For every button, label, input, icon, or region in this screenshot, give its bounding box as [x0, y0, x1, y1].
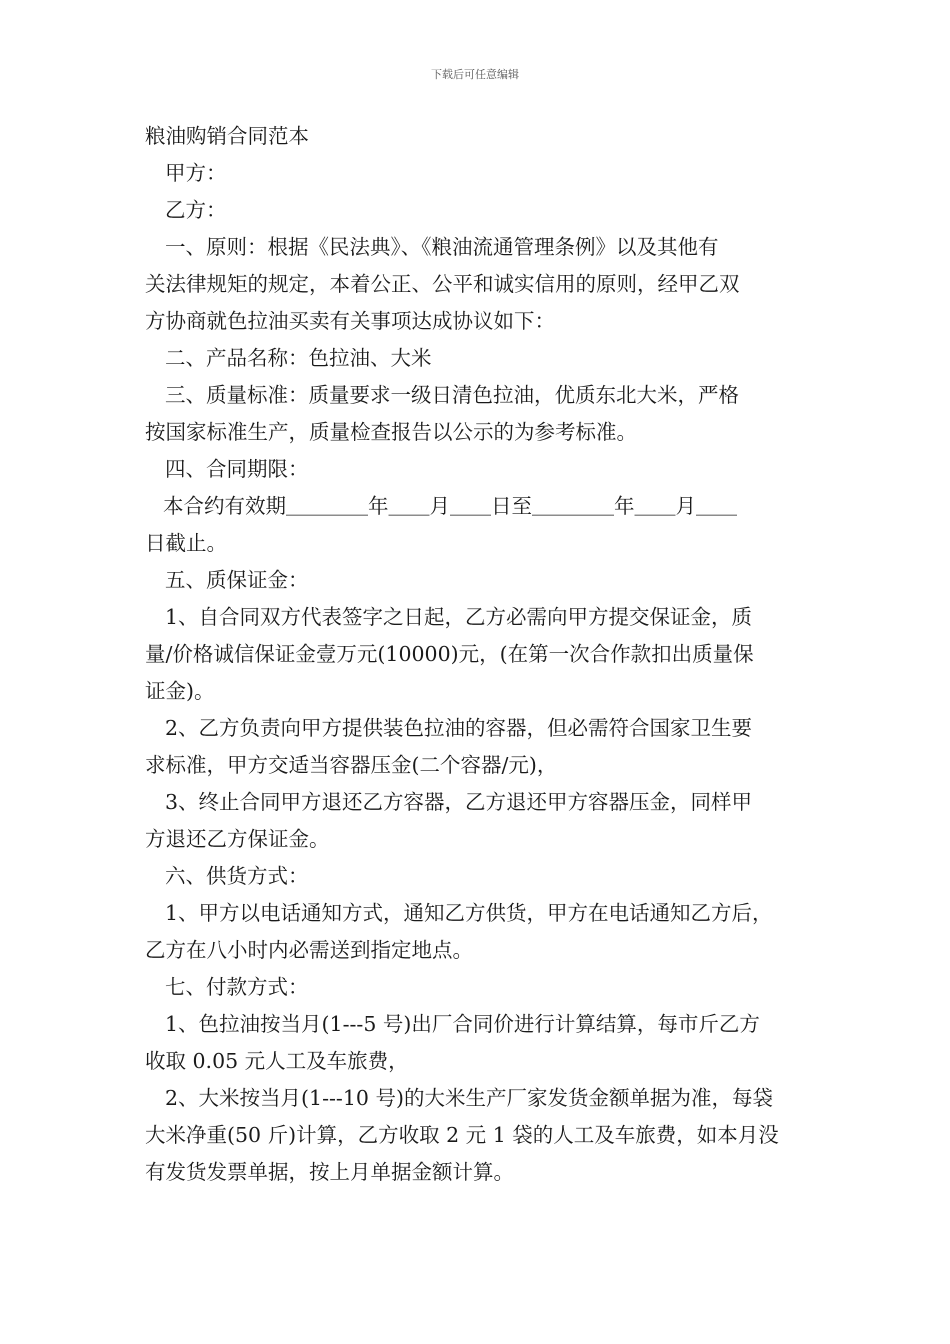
header-note: 下载后可任意编辑	[431, 68, 519, 81]
text-line: 本合约有效期＿＿＿＿年＿＿月＿＿日至＿＿＿＿年＿＿月＿＿	[163, 494, 737, 518]
text-line: 方退还乙方保证金。	[145, 827, 330, 851]
text-line: 四、合同期限：	[165, 457, 309, 481]
text-line: 证金)。	[145, 679, 215, 703]
text-line: 乙方：	[165, 198, 227, 222]
text-line: 七、付款方式：	[165, 975, 309, 999]
text-line: 2、乙方负责向甲方提供装色拉油的容器，但必需符合国家卫生要	[165, 716, 753, 740]
text-line: 二、产品名称：色拉油、大米	[165, 346, 432, 370]
text-line: 甲方：	[165, 161, 227, 185]
text-line: 一、原则：根据《民法典》、《粮油流通管理条例》以及其他有	[165, 235, 719, 259]
text-line: 1、甲方以电话通知方式，通知乙方供货，甲方在电话通知乙方后，	[165, 901, 773, 925]
text-line: 按国家标准生产，质量检查报告以公示的为参考标准。	[145, 420, 637, 444]
text-line: 收取 0.05 元人工及车旅费，	[145, 1049, 409, 1073]
text-line: 日截止。	[145, 531, 227, 555]
text-line: 1、色拉油按当月(1---5 号)出厂合同价进行计算结算，每市斤乙方	[165, 1012, 760, 1036]
text-line: 2、大米按当月(1---10 号)的大米生产厂家发货金额单据为准，每袋	[165, 1086, 773, 1110]
text-line: 量/价格诚信保证金壹万元(10000)元，(在第一次合作款扣出质量保	[145, 642, 754, 666]
document-title: 粮油购销合同范本	[145, 124, 309, 148]
text-line: 五、质保证金：	[165, 568, 309, 592]
text-line: 3、终止合同甲方退还乙方容器，乙方退还甲方容器压金，同样甲	[165, 790, 753, 814]
text-line: 六、供货方式：	[165, 864, 309, 888]
text-line: 乙方在八小时内必需送到指定地点。	[145, 938, 473, 962]
text-line: 方协商就色拉油买卖有关事项达成协议如下：	[145, 309, 555, 333]
text-line: 有发货发票单据，按上月单据金额计算。	[145, 1160, 514, 1184]
contract-body	[145, 118, 810, 1191]
text-line: 1、自合同双方代表签字之日起，乙方必需向甲方提交保证金，质	[165, 605, 753, 629]
text-line: 大米净重(50 斤)计算，乙方收取 2 元 1 袋的人工及车旅费，如本月没	[145, 1123, 779, 1147]
text-line: 关法律规矩的规定，本着公正、公平和诚实信用的原则，经甲乙双	[145, 272, 740, 296]
text-line: 求标准，甲方交适当容器压金(二个容器/元)，	[145, 753, 558, 777]
text-line: 三、质量标准：质量要求一级日清色拉油，优质东北大米，严格	[165, 383, 739, 407]
